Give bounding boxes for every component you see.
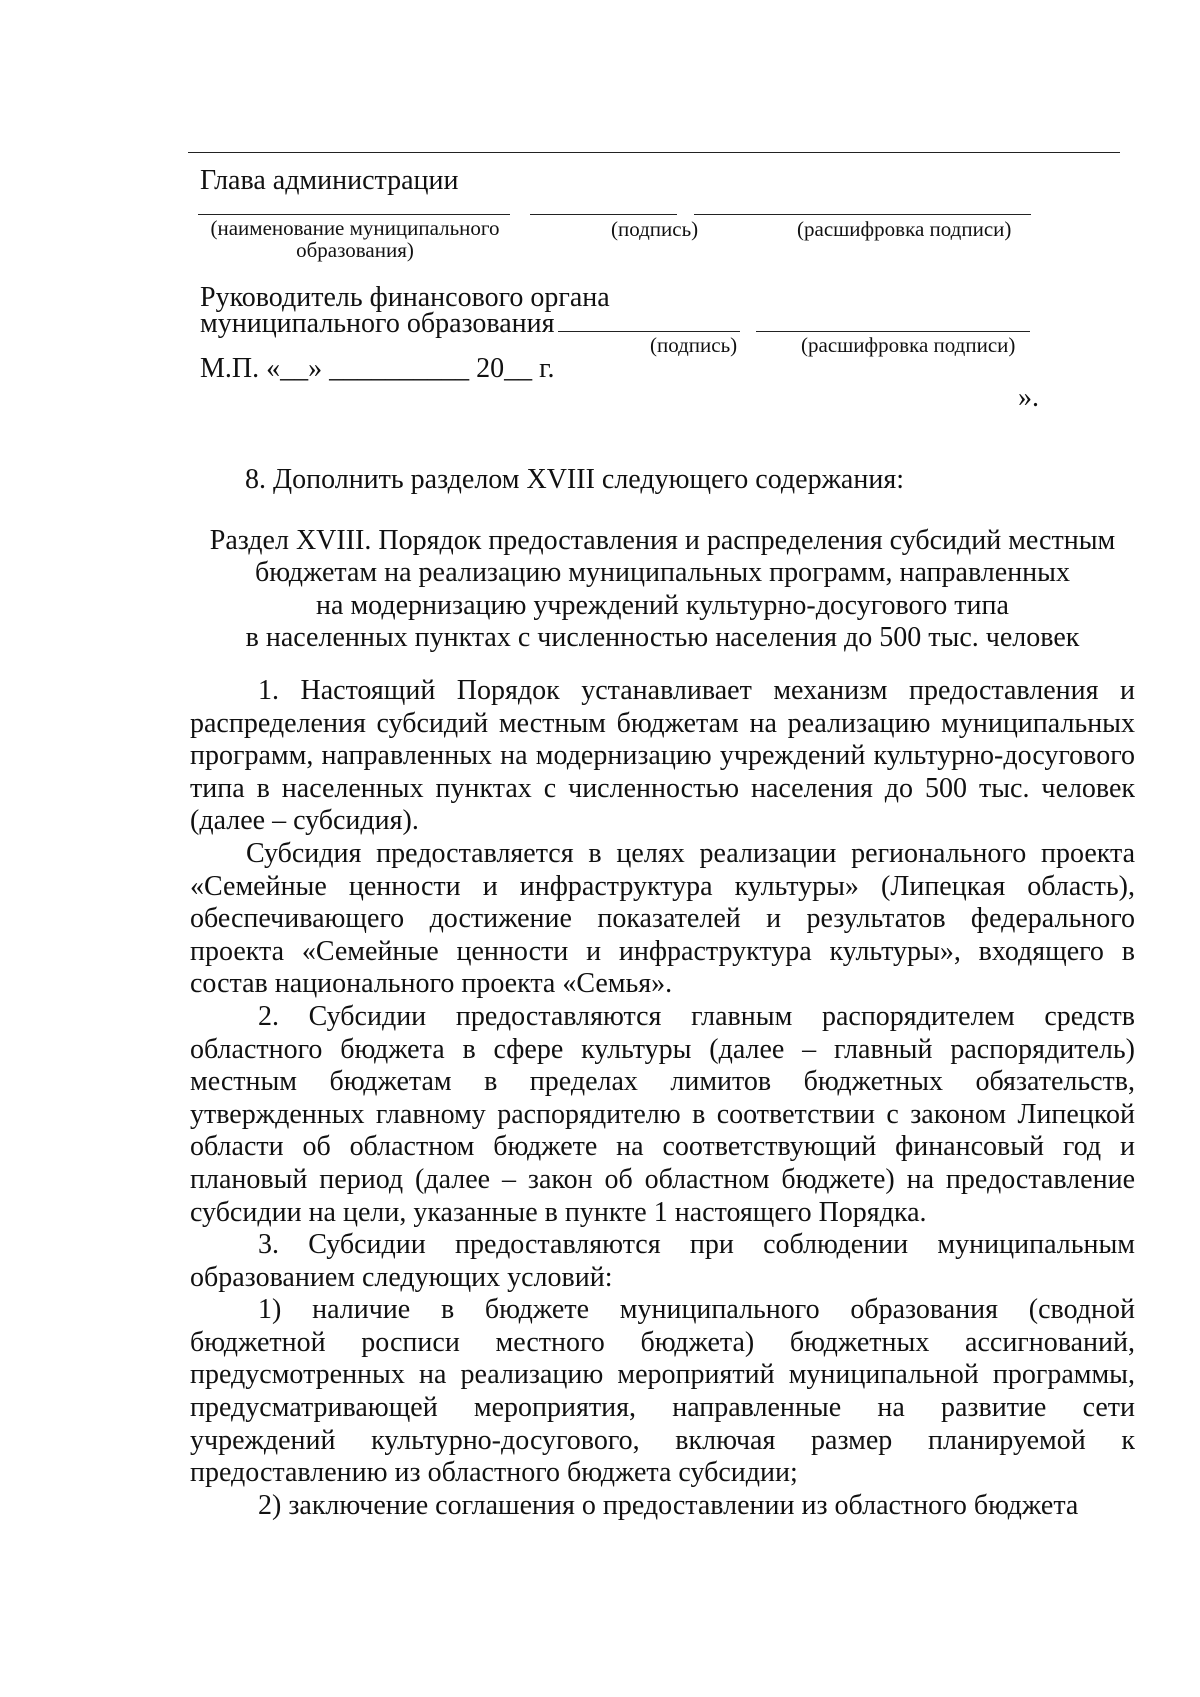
- paragraph-2: Субсидия предоставляется в целях реализации регионального проекта «Семейные ценности и инфраструктура культуры» (Липецкая область), обеспечивающего достижение показателей и результатов федерального проекта «Семейные ценности и инфраструктура культуры», входящего в состав национального проекта «Семья».: [190, 837, 1135, 1000]
- amendment-line: 8. Дополнить разделом XVIII следующего содержания:: [245, 464, 904, 495]
- caption-decoding-2: (расшифровка подписи): [801, 333, 1016, 357]
- section-title-line-4: в населенных пунктах с численностью населения до 500 тыс. человек: [245, 621, 1080, 653]
- finance-head-line1: Руководитель финансового органа: [200, 282, 610, 313]
- section-title: [190, 525, 1135, 654]
- signature-line-1: [530, 214, 677, 215]
- caption-decoding-1: (расшифровка подписи): [797, 217, 1012, 241]
- caption-signature-1: (подпись): [611, 217, 699, 241]
- decoding-line-2: [756, 331, 1030, 332]
- finance-head-line2: муниципального образования: [200, 308, 555, 339]
- section-title-line-3: на модернизацию учреждений культурно-досугового типа: [316, 589, 1009, 621]
- paragraph-3: 2. Субсидии предоставляются главным распорядителем средств областного бюджета в сфере культуры (далее – главный распорядитель) местным бюджетам в пределах лимитов бюджетных обязательств, утвержденных главному распорядителю в соответствии с законом Липецкой области об областном бюджете на соответствующий финансовый год и плановый период (далее – закон об областном бюджете) на предоставление субсидии на цели, указанные в пункте 1 настоящего Порядка.: [190, 1000, 1135, 1228]
- section-title-line-2: бюджетам на реализацию муниципальных программ, направленных: [255, 557, 1070, 589]
- closing-quote: ».: [1018, 382, 1039, 413]
- top-rule: [188, 152, 1120, 153]
- signature-line-2: [558, 331, 740, 332]
- paragraph-5: 1) наличие в бюджете муниципального образования (сводной бюджетной росписи местного бюджета) бюджетных ассигнований, предусмотренных на реализацию мероприятий муниципальной программы, предусматривающей мероприятия, направленные на развитие сети учреждений культурно-досугового, включая размер планируемой к предоставлению из областного бюджета субсидии;: [190, 1294, 1135, 1489]
- municipal-name-line: [198, 214, 510, 215]
- section-title-line-1: Раздел XVIII. Порядок предоставления и распределения субсидий местным: [209, 525, 1116, 556]
- head-admin-title: Глава администрации: [200, 165, 459, 196]
- decoding-line-1: [694, 214, 1031, 215]
- paragraph-4: 3. Субсидии предоставляются при соблюдении муниципальным образованием следующих условий:: [190, 1229, 1135, 1293]
- document-body: [190, 675, 1135, 1522]
- caption-signature-2: (подпись): [650, 333, 738, 357]
- caption-municipal-name: (наименование муниципального образования): [210, 216, 500, 262]
- paragraph-6: 2) заключение соглашения о предоставлении из областного бюджета: [258, 1489, 1079, 1521]
- stamp-date-line: М.П. «__» __________ 20__ г.: [200, 353, 555, 384]
- paragraph-1: 1. Настоящий Порядок устанавливает механизм предоставления и распределения субсидий местным бюджетам на реализацию муниципальных программ, направленных на модернизацию учреждений культурно-досугового типа в населенных пунктах с численностью населения до 500 тыс. человек (далее – субсидия).: [190, 675, 1135, 837]
